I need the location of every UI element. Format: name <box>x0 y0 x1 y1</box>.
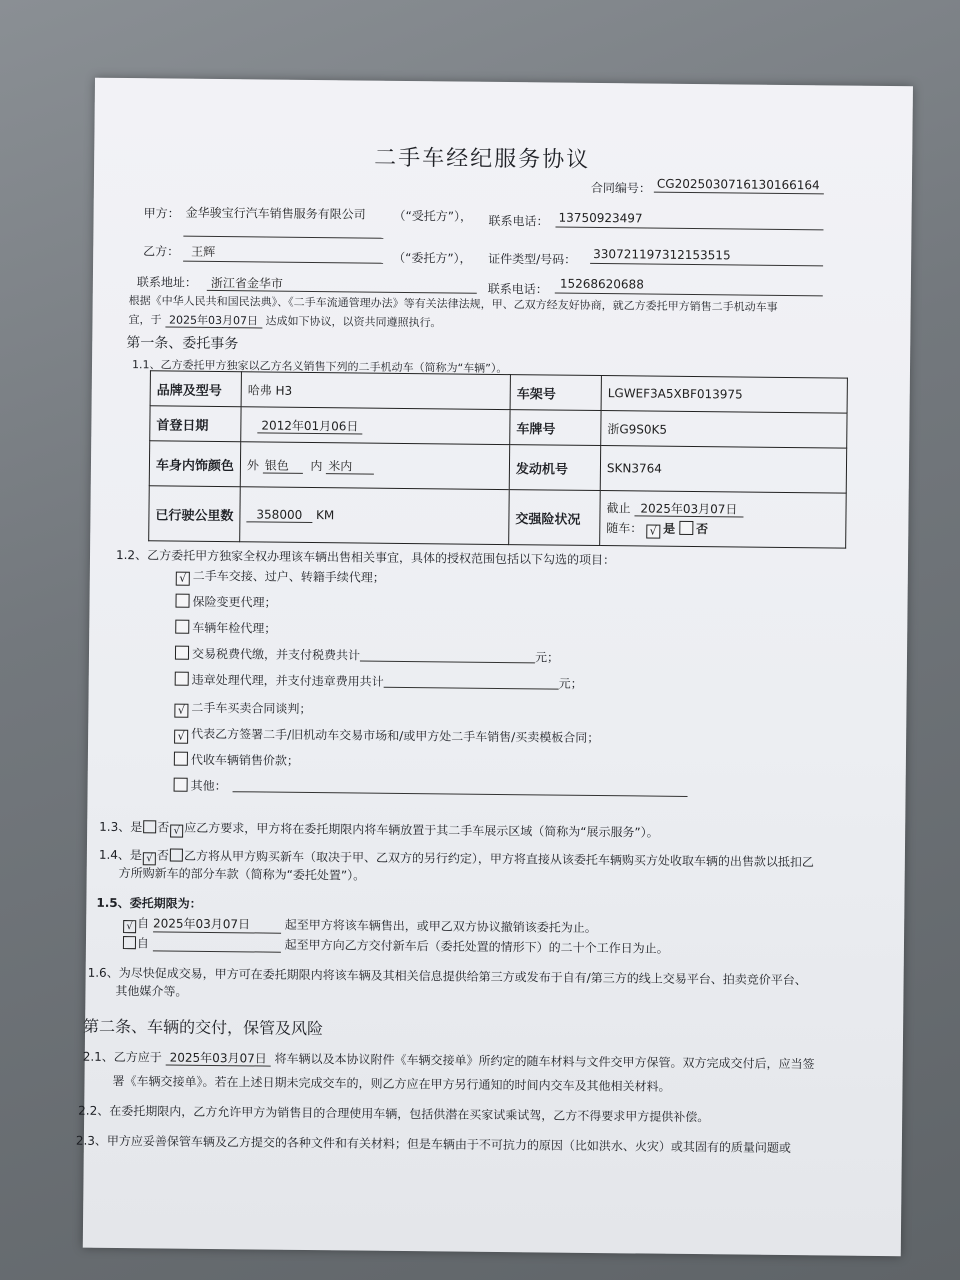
option-checkbox[interactable] <box>175 620 189 634</box>
vehicle-info-table <box>148 370 848 548</box>
mileage-value: 358000 KM <box>240 487 510 545</box>
party-b-name: 王辉 <box>191 244 216 259</box>
reg-date-label: 首登日期 <box>150 406 241 442</box>
party-a-phone-label: 联系电话： <box>488 213 549 229</box>
clause-1-4-yes-checkbox[interactable]: √ <box>143 852 156 865</box>
brand-value: 哈弗 H3 <box>241 372 510 410</box>
party-b-phone-label: 联系电话： <box>487 281 548 297</box>
party-b-role: （“委托方”）， <box>393 250 472 266</box>
contract-no-label: 合同编号： <box>590 180 651 196</box>
insurance-yes-checkbox[interactable]: √ <box>646 525 660 539</box>
authorization-option <box>174 699 311 719</box>
clause-1-3: 1.3、是 否 √ 应乙方要求，甲方将在委托期限内将车辆放置于其二手车展示区域（简称为“展示服务”）。 <box>99 819 659 840</box>
insurance-label: 交强险状况 <box>509 490 601 546</box>
option-checkbox[interactable] <box>174 778 188 792</box>
article-1-title: 第一条、委托事务 <box>126 335 239 353</box>
authorization-option <box>175 593 276 611</box>
brand-label: 品牌及型号 <box>150 371 241 407</box>
address: 浙江省金华市 <box>210 275 283 291</box>
article-2-title: 第二条、车辆的交付，保管及风险 <box>82 1016 324 1039</box>
clause-1-6-cont: 其他媒介等。 <box>115 983 188 999</box>
party-a-label: 甲方： <box>143 206 180 221</box>
clause-2-1-cont: 署《车辆交接单》。若在上述日期未完成交车的，则乙方应在甲方另行通知的时间内交车及其他相关材料。 <box>112 1073 671 1094</box>
option-label: 交易税费代缴，并支付税费共计 <box>191 646 361 663</box>
clause-2-2: 2.2、在委托期限内，乙方允许甲方为销售目的合理使用车辆，包括供潜在买家试乘试驾，乙方不得要求甲方提供补偿。 <box>78 1103 710 1125</box>
authorization-option <box>174 777 688 799</box>
preamble-line-2: 宜，于 2025年03月07日 达成如下协议，以资共同遵照执行。 <box>128 313 442 330</box>
option-label: 其他： <box>190 778 227 794</box>
option-label: 违章处理代理，并支付违章费用共计 <box>191 672 384 689</box>
option-suffix: 元； <box>558 676 583 691</box>
party-b-id-label: 证件类型/号码： <box>488 251 577 267</box>
option-label: 代收车辆销售价款； <box>190 752 299 768</box>
option-checkbox[interactable] <box>175 672 189 686</box>
clause-1-1: 1.1、乙方委托甲方独家以乙方名义销售下列的二手机动车（简称为“车辆”）。 <box>131 358 508 376</box>
option-label: 代表乙方签署二手/旧机动车交易市场和/或甲方处二手车销售/买卖模板合同； <box>191 726 600 746</box>
option-label: 保险变更代理； <box>192 594 277 610</box>
option-label: 车辆年检代理； <box>192 620 277 636</box>
option-checkbox[interactable]: √ <box>174 704 188 718</box>
clause-1-2: 1.2、乙方委托甲方独家全权办理该车辆出售相关事宜，具体的授权范围包括以下勾选的项目： <box>115 547 616 568</box>
clause-1-5-option-1: √ 自 2025年03月07日 起至甲方将该车辆售出，或甲乙双方协议撤销该委托为止。 <box>122 914 597 938</box>
engine-label: 发动机号 <box>509 445 600 491</box>
contract-no: CG20250307161301661​64 <box>656 176 820 193</box>
option-checkbox[interactable] <box>175 594 189 608</box>
option-checkbox[interactable]: √ <box>174 730 188 744</box>
vin-value: LGWEF3A5XBF013975 <box>601 376 847 414</box>
clause-1-4: 1.4、是 √ 否 乙方将从甲方购买新车（取决于甲、乙双方的另行约定），甲方将直接从该委托车辆购买方处收取车辆的出售款以抵扣乙 <box>98 847 815 870</box>
authorization-option <box>174 751 299 769</box>
clause-1-6: 1.6、为尽快促成交易，甲方可在委托期限内将该车辆及其相关信息提供给第三方或发布于自有/第三方的线上交易平台、拍卖竞价平台、 <box>87 965 807 988</box>
clause-1-5-title: 1.5、委托期限为： <box>96 895 202 911</box>
preamble-line-1: 根据《中华人民共和国民法典》、《二手车流通管理办法》等有关法律法规，甲、乙双方经友好协商，就乙方委托甲方销售二手机动车事 <box>128 294 778 314</box>
amount-blank[interactable] <box>384 675 559 690</box>
option-checkbox[interactable] <box>174 752 188 766</box>
party-a-role: （“受托方”）， <box>393 208 473 224</box>
color-value: 外 银色 内 米内 <box>240 442 509 490</box>
term-option-1-checkbox[interactable]: √ <box>123 920 136 933</box>
plate-value: 浙G9S0K5 <box>601 411 847 449</box>
option-suffix: 元； <box>534 650 560 665</box>
reg-date-value: 2012年01月06日 <box>241 407 510 445</box>
party-b-label: 乙方： <box>143 244 180 259</box>
authorization-option <box>175 645 559 666</box>
address-label: 联系地址： <box>136 275 197 290</box>
vin-label: 车架号 <box>510 375 601 411</box>
document-title: 二手车经纪服务协议 <box>374 145 591 173</box>
plate-label: 车牌号 <box>510 410 601 446</box>
clause-1-5-option-2: 自 起至甲方向乙方交付新车后（委托处置的情形下）的二十个工作日为止。 <box>122 934 669 957</box>
option-checkbox[interactable]: √ <box>176 572 190 586</box>
option-checkbox[interactable] <box>175 646 189 660</box>
insurance-no-checkbox[interactable] <box>679 521 693 535</box>
clause-1-3-no-checkbox[interactable]: √ <box>170 825 183 838</box>
contract-page <box>75 78 913 1257</box>
term-option-2-checkbox[interactable] <box>123 936 136 949</box>
mileage-label: 已行驶公里数 <box>149 486 241 542</box>
clause-1-4-cont: 方所购新车的部分车款（简称为“委托处置”）。 <box>118 866 366 883</box>
authorization-option <box>175 619 276 637</box>
party-a-phone: 13750923497 <box>558 210 643 226</box>
amount-blank[interactable] <box>360 649 535 664</box>
option-label: 二手车买卖合同谈判； <box>191 700 312 717</box>
color-label: 车身内饰颜色 <box>149 441 240 487</box>
option-label: 二手车交接、过户、转籍手续代理； <box>192 568 385 585</box>
party-b-phone: 15268620688 <box>559 276 644 292</box>
clause-1-3-yes-checkbox[interactable] <box>143 820 156 833</box>
clause-1-4-no-checkbox[interactable] <box>170 849 183 862</box>
insurance-value: 截止 2025年03月07日 随车： √ 是 否 <box>600 491 847 549</box>
authorization-option <box>176 567 385 588</box>
authorization-option <box>175 671 583 692</box>
party-b-id: 330721197312153515 <box>593 246 731 263</box>
clause-2-3: 2.3、甲方应妥善保管车辆及乙方提交的各种文件和有关材料；但是车辆由于不可抗力的原因（比如洪水、火灾）或其固有的质量问题或 <box>75 1133 792 1156</box>
other-blank[interactable] <box>233 779 688 797</box>
authorization-option <box>174 725 599 748</box>
engine-value: SKN3764 <box>600 446 846 494</box>
clause-2-1: 2.1、乙方应于 2025年03月07日 将车辆以及本协议附件《车辆交接单》所约定的随车材料与文件交甲方保管。双方完成交付后，应当签 <box>82 1049 815 1072</box>
party-a-name: 金华骏宝行汽车销售服务有限公司 <box>185 205 366 222</box>
